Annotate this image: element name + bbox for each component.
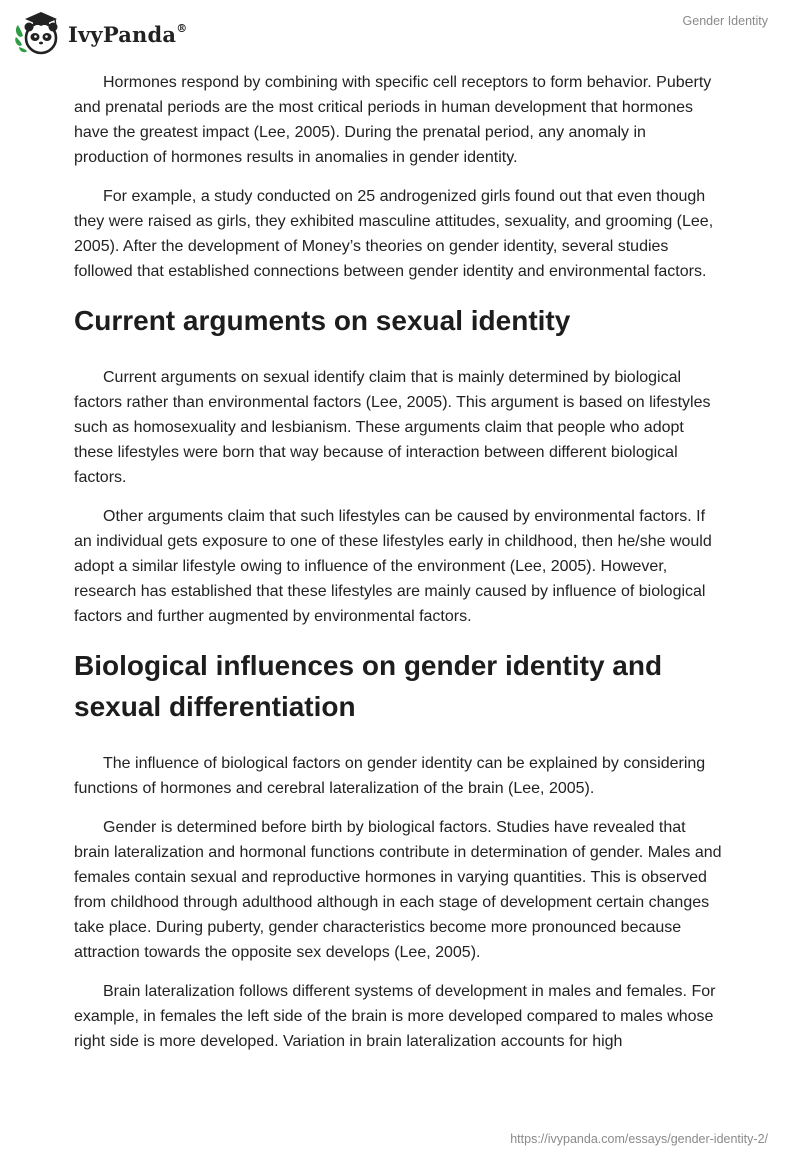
paragraph: Hormones respond by combining with specific cell receptors to form behavior. Puberty and prenatal periods are the most critical periods in human development that hormones have the greatest impact (Lee, 2005). During the prenatal period, any anomaly in production of hormones results in anomalies in gender identity. xyxy=(74,74,712,166)
page-header xyxy=(0,0,800,70)
ivypanda-logo[interactable] xyxy=(14,10,187,56)
section-heading: Current arguments on sexual identity xyxy=(74,305,571,336)
essay-content xyxy=(74,70,724,1068)
section-heading: Biological influences on gender identity and sexual differentiation xyxy=(74,650,663,722)
source-url[interactable]: https://ivypanda.com/essays/gender-identity-2/ xyxy=(510,1132,768,1146)
paragraph: Gender is determined before birth by biological factors. Studies have revealed that brain lateralization and hormonal functions contribute in determination of gender. Males and females contain sexual and reproductive hormones in varying quantities. This is observed from childhood through adulthood although in each stage of development certain changes take place. During puberty, gender characteristics become more pronounced because attraction towards the opposite sex develops (Lee, 2005). xyxy=(74,819,722,961)
paragraph: The influence of biological factors on gender identity can be explained by considering functions of hormones and cerebral lateralization of the brain (Lee, 2005). xyxy=(74,755,706,797)
paragraph: Current arguments on sexual identify claim that is mainly determined by biological factors rather than environmental factors (Lee, 2005). This argument is based on lifestyles such as homosexuality and lesbianism. These arguments claim that people who adopt these lifestyles were born that way because of interaction between different biological factors. xyxy=(74,369,711,486)
trademark-symbol: ® xyxy=(176,21,188,35)
paragraph: Brain lateralization follows different systems of development in males and females. For example, in females the left side of the brain is more developed compared to males whose right side is more developed. Variation in brain lateralization accounts for high xyxy=(74,983,716,1050)
document-title: Gender Identity xyxy=(682,14,768,28)
paragraph: Other arguments claim that such lifestyles can be caused by environmental factors. If an individual gets exposure to one of these lifestyles early in childhood, then he/she would adopt a similar lifestyle owing to influence of the environment (Lee, 2005). However, research has established that these lifestyles are mainly caused by influence of biological factors and further augmented by environmental factors. xyxy=(74,508,712,625)
paragraph: For example, a study conducted on 25 androgenized girls found out that even though they were raised as girls, they exhibited masculine attitudes, sexuality, and grooming (Lee, 2005). After the development of Money’s theories on gender identity, several studies followed that established connections between gender identity and environmental factors. xyxy=(74,188,714,280)
panda-graduate-icon xyxy=(14,10,62,56)
brand-name: IvyPanda® xyxy=(68,21,188,47)
